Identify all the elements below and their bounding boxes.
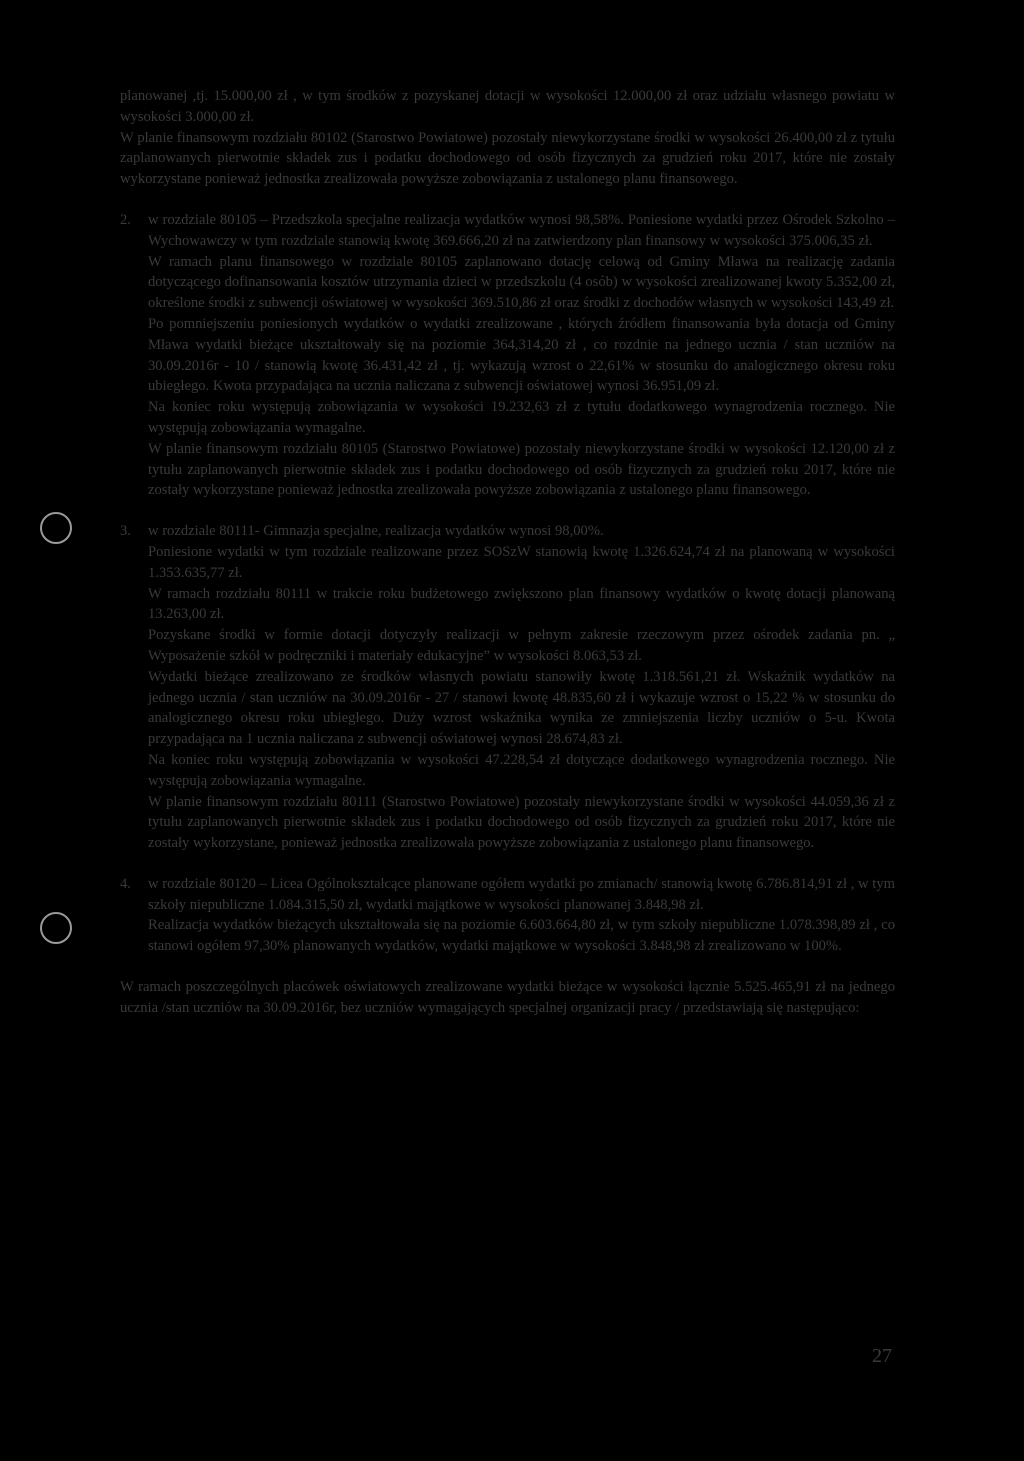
paragraph: W ramach rozdziału 80111 w trakcie roku budżetowego zwiększono plan finansowy wydatków o kwotę dotacji planowaną 13.263,00 zł. bbox=[148, 585, 895, 623]
spacer bbox=[120, 501, 895, 521]
punch-hole-icon bbox=[40, 912, 72, 944]
list-item-2 bbox=[120, 210, 895, 501]
list-number: 4. bbox=[120, 875, 131, 892]
paragraph: Pozyskane środki w formie dotacji dotyczyły realizacji w pełnym zakresie rzeczowym przez ośrodek zadania pn. „ Wyposażenie szkół w podręczniki i materiały edukacyjne” w wysokości 8.063,53 zł. bbox=[148, 627, 895, 664]
paragraph: w rozdziale 80111- Gimnazja specjalne, realizacja wydatków wynosi 98,00%. bbox=[148, 523, 604, 540]
spacer bbox=[120, 854, 895, 874]
list-item-3 bbox=[120, 521, 895, 854]
paragraph: W ramach planu finansowego w rozdziale 80105 zaplanowano dotację celową od Gminy Mława na realizację zadania dotyczącego dofinansowania kosztów utrzymania dzieci w przedszkolu (4 osób) w wysokości zrealizowanej kwoty 5.352,00 zł, określone środki z subwencji oświatowej w wysokości 369.510,86 zł oraz środki z dochodów własnych w wysokości 143,49 zł. bbox=[148, 253, 895, 312]
page-number: 27 bbox=[872, 1345, 892, 1367]
paragraph: Na koniec roku występują zobowiązania w wysokości 19.232,63 zł z tytułu dodatkowego wynagrodzenia rocznego. Nie występują zobowiązania wymagalne. bbox=[148, 399, 895, 436]
paragraph: w rozdziale 80120 – Licea Ogólnokształcące planowane ogółem wydatki po zmianach/ stanowią kwotę 6.786.814,91 zł , w tym szkoły niepubliczne 1.084.315,50 zł, wydatki majątkowe w wysokości planowanej 3.848,98 zł. bbox=[148, 875, 895, 913]
paragraph: Poniesione wydatki w tym rozdziale realizowane przez SOSzW stanowią kwotę 1.326.624,74 zł na planowaną w wysokości 1.353.635,77 zł. bbox=[148, 543, 895, 581]
paragraph: Realizacja wydatków bieżących ukształtowała się na poziomie 6.603.664,80 zł, w tym szkoły niepubliczne 1.078.398,89 zł , co stanowi ogółem 97,30% planowanych wydatków, wydatki majątkowe w wysokości 3.848,98 zł zrealizowano w 100%. bbox=[148, 917, 895, 955]
paragraph: planowanej ,tj. 15.000,00 zł , w tym środków z pozyskanej dotacji w wysokości 12.000,00 zł oraz udziału własnego powiatu w wysokości 3.000,00 zł. bbox=[120, 88, 895, 125]
paragraph: W planie finansowym rozdziału 80111 (Starostwo Powiatowe) pozostały niewykorzystane środki w wysokości 44.059,36 zł z tytułu zaplanowanych pierwotnie składek zus i podatku dochodowego od osób fizycznych za grudzień roku 2017, które nie zostały wykorzystane, ponieważ jednostka zrealizowała powyższe zobowiązania z ustalonego planu finansowego. bbox=[148, 793, 895, 852]
list-item-body bbox=[148, 210, 895, 501]
closing-paragraph: W ramach poszczególnych placówek oświatowych zrealizowane wydatki bieżące w wysokości łącznie 5.525.465,91 zł na jednego ucznia /stan uczniów na 30.09.2016r, bez uczniów wymagających specjalnej organizacji pracy / przedstawiają się następująco: bbox=[120, 979, 895, 1016]
list-item-body bbox=[148, 874, 895, 957]
spacer bbox=[120, 957, 895, 977]
paragraph: Wydatki bieżące zrealizowano ze środków własnych powiatu stanowiły kwotę 1.318.561,21 zł. Wskaźnik wydatków na jednego ucznia / stan uczniów na 30.09.2016r - 27 / stanowi kwotę 48.835,60 zł i wykazuje wzrost o 15,22 % w stosunku do analogicznego okresu roku ubiegłego. Duży wzrost wskaźnika wynika ze zmniejszenia liczby uczniów o 5-u. Kwota przypadająca na 1 ucznia naliczana z subwencji oświatowej wynosi 28.674,83 zł. bbox=[148, 668, 895, 748]
list-item-body bbox=[148, 521, 895, 854]
document-body bbox=[120, 86, 895, 1019]
paragraph: Na koniec roku występują zobowiązania w wysokości 47.228,54 zł dotyczące dodatkowego wynagrodzenia rocznego. Nie występują zobowiązania wymagalne. bbox=[148, 751, 895, 789]
paragraph: W planie finansowym rozdziału 80105 (Starostwo Powiatowe) pozostały niewykorzystane środki w wysokości 12.120,00 zł z tytułu zaplanowanych pierwotnie składek zus i podatku dochodowego od osób fizycznych za grudzień roku 2017, które nie zostały wykorzystane ponieważ jednostka zrealizowała powyższe zobowiązania z ustalonego planu finansowego. bbox=[148, 440, 895, 499]
list-item-4 bbox=[120, 874, 895, 957]
list-number: 2. bbox=[120, 211, 131, 228]
spacer bbox=[120, 190, 895, 210]
punch-hole-icon bbox=[40, 512, 72, 544]
paragraph: w rozdziale 80105 – Przedszkola specjalne realizacja wydatków wynosi 98,58%. Poniesione wydatki przez Ośrodek Szkolno – Wychowawczy w tym rozdziale stanowią kwotę 369.666,20 zł na zatwierdzony plan finansowy w wysokości 375.006,35 zł. bbox=[148, 211, 895, 249]
paragraph: W planie finansowym rozdziału 80102 (Starostwo Powiatowe) pozostały niewykorzystane środki w wysokości 26.400,00 zł z tytułu zaplanowanych pierwotnie składek zus i podatku dochodowego od osób fizycznych za grudzień roku 2017, które nie zostały wykorzystane ponieważ jednostka zrealizowała powyższe zobowiązania z ustalonego planu finansowego. bbox=[120, 129, 895, 188]
list-number: 3. bbox=[120, 523, 131, 540]
paragraph: Po pomniejszeniu poniesionych wydatków o wydatki zrealizowane , których źródłem finansowania była dotacja od Gminy Mława wydatki bieżące ukształtowały się na poziomie 364,314,20 zł , co rozdnie na jednego ucznia / stan uczniów na 30.09.2016r - 10 / stanowią kwotę 36.431,42 zł , tj. wykazują wzrost o 22,61% w stosunku do analogicznego okresu roku ubiegłego. Kwota przypadająca na ucznia naliczana z subwencji oświatowej wynosi 36.951,09 zł. bbox=[148, 315, 895, 395]
